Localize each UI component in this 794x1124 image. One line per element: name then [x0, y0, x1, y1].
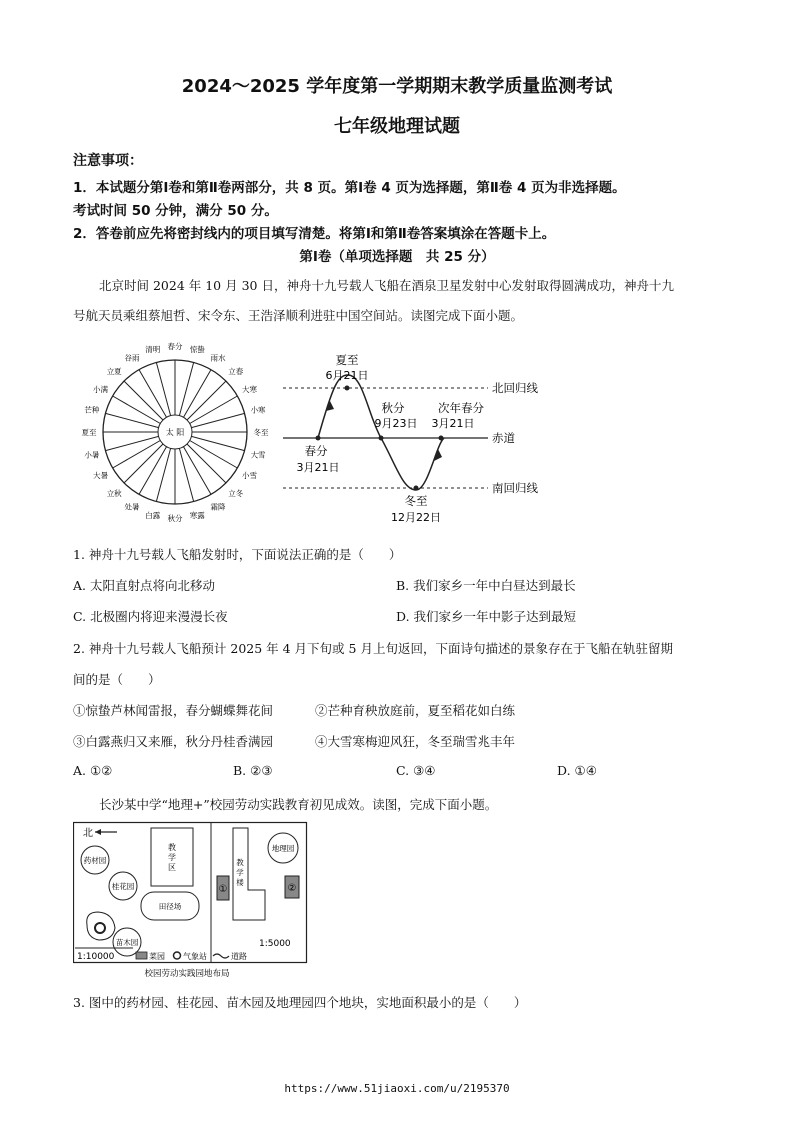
notes-line-1: 1．本试题分第Ⅰ卷和第Ⅱ卷两部分，共 8 页。第Ⅰ卷 4 页为选择题，第Ⅱ卷 4 页为非选择题。 [73, 180, 626, 196]
legend-vegetable-icon [136, 952, 147, 959]
exam-title: 2024～2025 学年度第一学期期末教学质量监测考试 [181, 76, 613, 97]
label-spring-equinox: 春分 [304, 444, 328, 458]
solar-term-label: 小雪 [241, 471, 257, 480]
wheel-spoke [179, 362, 193, 415]
sun-label: 太 阳 [165, 428, 185, 437]
wheel-spoke [105, 413, 158, 427]
label-tropic-south: 南回归线 [492, 481, 538, 495]
section-heading: 第Ⅰ卷（单项选择题 共 25 分） [299, 249, 495, 265]
solar-term-label: 夏至 [81, 428, 97, 437]
svg-text:教: 教 [236, 858, 244, 867]
campus-map [73, 820, 311, 982]
passage1-line-1: 北京时间 2024 年 10 月 30 日，神舟十九号载人飞船在酒泉卫星发射中心发射取得圆满成功，神舟十九 [99, 278, 674, 293]
q2-stem-1: 2. 神舟十九号载人飞船预计 2025 年 4 月下旬或 5 月上旬返回，下面诗句描述的景象存在于飞船在轨驻留期 [73, 641, 673, 656]
solar-term-label: 大寒 [241, 385, 257, 394]
q1-option-d: D. 我们家乡一年中影子达到最短 [396, 609, 577, 624]
miaomu-garden-label: 苗木园 [115, 938, 139, 947]
solar-term-label: 大暑 [93, 471, 109, 480]
wheel-spoke [191, 413, 244, 427]
plot-1-label: ① [218, 884, 228, 895]
solar-term-label: 处暑 [124, 502, 140, 512]
label-autumn-date: 9月23日 [374, 417, 418, 430]
solar-term-label: 谷雨 [124, 353, 140, 363]
q1-option-c: C. 北极圈内将迎来漫漫长夜 [73, 609, 228, 624]
passage1-line-2: 号航天员乘组蔡旭哲、宋令东、王浩泽顺利进驻中国空间站。读图完成下面小题。 [73, 308, 524, 323]
legend-weather: 气象站 [183, 952, 207, 961]
solar-term-label: 霜降 [210, 502, 226, 512]
solar-term-label: 春分 [167, 342, 183, 351]
solar-term-label: 立春 [228, 367, 244, 377]
label-winter-date: 12月22日 [391, 511, 441, 524]
svg-text:楼: 楼 [236, 878, 244, 887]
passage2-line-1: 长沙某中学“地理+”校园劳动实践教育初见成效。读图，完成下面小题。 [99, 797, 498, 812]
q3-stem: 3. 图中的药材园、桂花园、苗木园及地理园四个地块，实地面积最小的是（ ） [73, 995, 527, 1010]
north-label: 北 [83, 828, 93, 839]
solar-term-label: 小满 [93, 385, 109, 394]
wheel-spoke [156, 448, 170, 501]
wheel-spoke [105, 436, 158, 450]
solar-term-label: 立冬 [228, 488, 244, 498]
legend-road: 道路 [231, 952, 247, 961]
q2-option-a: A. ①② [73, 763, 113, 778]
q2-poem-4: ④大雪寒梅迎风狂，冬至瑞雪兆丰年 [315, 734, 516, 749]
label-autumn-equinox: 秋分 [381, 401, 405, 415]
scale-right: 1:5000 [259, 939, 291, 949]
q2-poem-1: ①惊蛰芦林闻雷报，春分蝴蝶舞花间 [73, 703, 274, 718]
solar-term-label: 芒种 [84, 405, 100, 415]
label-equator: 赤道 [492, 431, 515, 445]
notes-line-2: 考试时间 50 分钟，满分 50 分。 [73, 203, 278, 219]
track-field-label: 田径场 [158, 902, 182, 911]
svg-text:学: 学 [168, 853, 176, 862]
svg-text:区: 区 [168, 863, 176, 872]
teaching-area-label-top: 教 [168, 843, 176, 852]
q2-stem-2: 间的是（ ） [73, 672, 161, 687]
q2-poem-3: ③白露燕归又来雁，秋分丹桂香满园 [73, 734, 274, 749]
wheel-spoke [156, 362, 170, 415]
solar-terms-wheel [68, 335, 278, 530]
label-next-spring: 次年春分 [438, 401, 484, 415]
notes-line-3: 2．答卷前应先将密封线内的项目填写清楚。将第Ⅰ和第Ⅱ卷答案填涂在答题卡上。 [73, 226, 556, 242]
exam-subtitle: 七年级地理试题 [334, 116, 460, 137]
solar-term-label: 冬至 [253, 428, 269, 437]
scale-left: 1:10000 [77, 952, 115, 962]
solar-term-label: 惊蛰 [189, 344, 205, 354]
solar-term-label: 立夏 [106, 367, 122, 377]
label-winter-solstice: 冬至 [404, 494, 428, 508]
solar-term-label: 秋分 [167, 514, 183, 523]
legend-vegetable: 菜园 [149, 952, 165, 961]
solar-term-label: 白露 [145, 511, 161, 521]
map-caption: 校园劳动实践园地布局 [144, 969, 230, 979]
solar-term-label: 小寒 [250, 405, 266, 415]
wheel-spoke [179, 448, 193, 501]
q2-option-b: B. ②③ [233, 763, 273, 778]
geography-garden-label: 地理园 [271, 844, 295, 853]
plot-2-label: ② [287, 883, 297, 894]
guihua-garden-label: 桂花园 [111, 882, 135, 891]
label-tropic-north: 北回归线 [492, 381, 538, 395]
svg-text:学: 学 [236, 868, 244, 877]
yaocai-garden-label: 药材园 [83, 856, 107, 865]
footer-url: https://www.51jiaoxi.com/u/2195370 [284, 1082, 510, 1095]
q2-option-d: D. ①④ [557, 763, 597, 778]
solar-term-label: 立秋 [106, 488, 122, 498]
label-spring-date: 3月21日 [296, 461, 340, 474]
q2-poem-2: ②芒种育秧放庭前，夏至稻花如白练 [315, 703, 516, 718]
label-next-spring-date: 3月21日 [431, 417, 475, 430]
label-summer-solstice: 夏至 [335, 353, 359, 367]
solar-term-label: 雨水 [210, 353, 226, 363]
direct-point-curve [278, 345, 568, 530]
solar-term-label: 清明 [145, 344, 161, 354]
solar-term-label: 小暑 [84, 450, 100, 460]
q2-option-c: C. ③④ [396, 763, 436, 778]
label-summer-date: 6月21日 [325, 369, 369, 382]
solar-term-label: 寒露 [189, 511, 205, 521]
solar-term-label: 大雪 [250, 450, 266, 460]
q1-stem: 1. 神舟十九号载人飞船发射时，下面说法正确的是（ ） [73, 547, 402, 562]
notes-heading: 注意事项： [73, 153, 143, 169]
q1-option-b: B. 我们家乡一年中白昼达到最长 [396, 578, 576, 593]
q1-option-a: A. 太阳直射点将向北移动 [73, 578, 215, 593]
wheel-spoke [191, 436, 244, 450]
